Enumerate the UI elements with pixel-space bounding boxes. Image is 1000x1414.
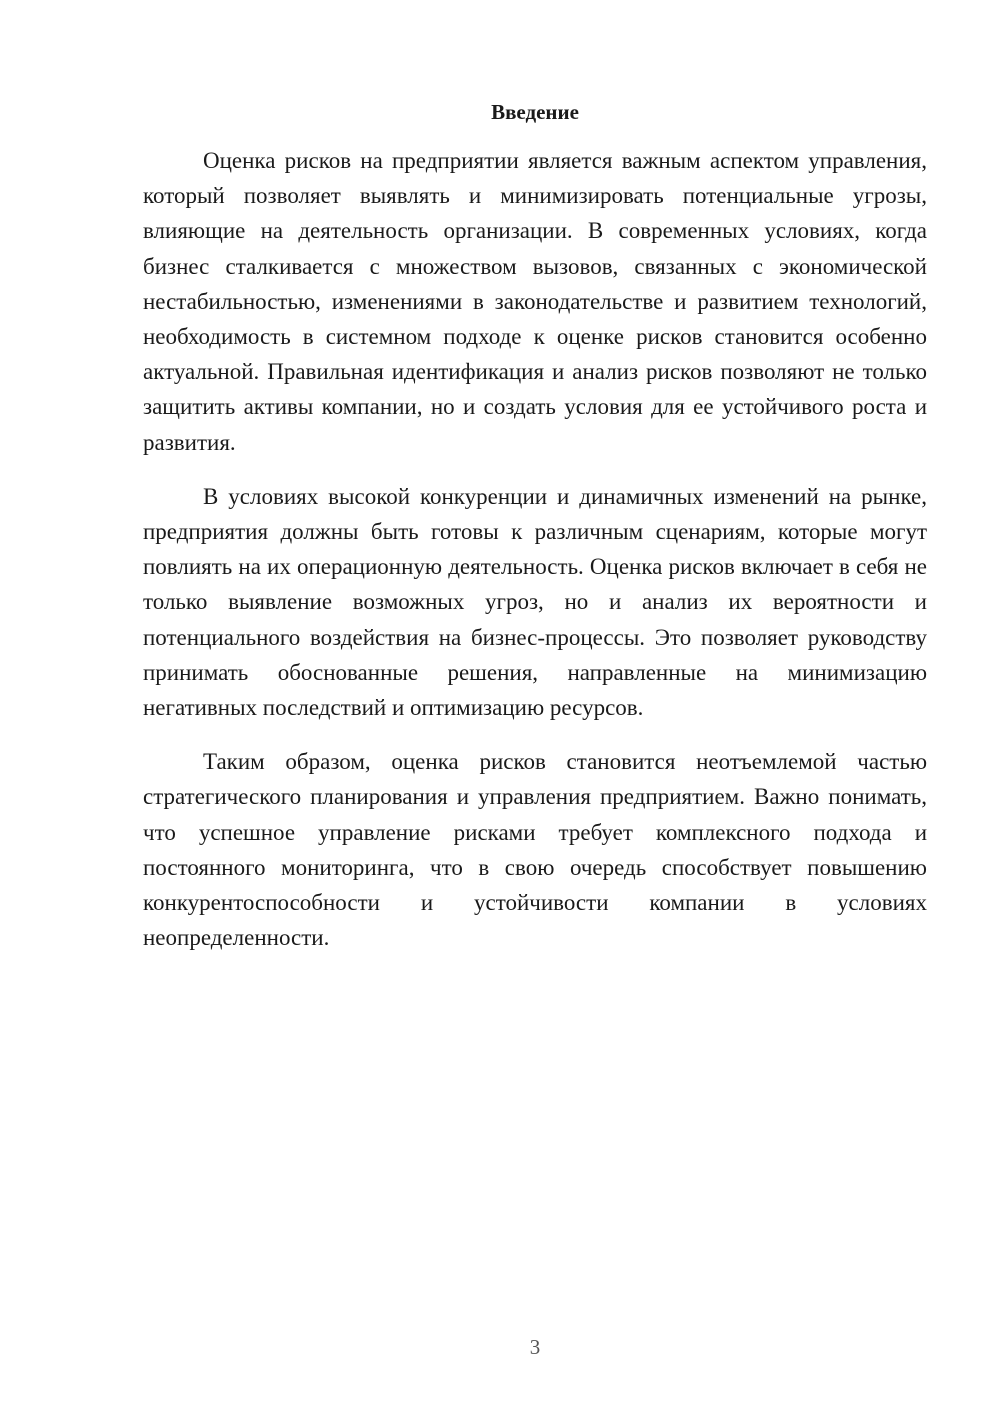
paragraph-2: В условиях высокой конкуренции и динамичных изменений на рынке, предприятия должны быть готовы к различным сценариям, которые могут повлиять на их операционную деятельность. Оценка рисков включает в себя не только выявление возможных угроз, но и анализ их вероятности и потенциального воздействия на бизнес-процессы. Это позволяет руководству принимать обоснованные решения, направленные на минимизацию негативных последствий и оптимизацию ресурсов. bbox=[143, 483, 927, 721]
paragraph-3: Таким образом, оценка рисков становится неотъемлемой частью стратегического планирования и управления предприятием. Важно понимать, что успешное управление рисками требует комплексного подхода и постоянного мониторинга, что в свою очередь способствует повышению конкурентоспособности и устойчивости компании в условиях неопределенности. bbox=[143, 749, 927, 951]
page-number: 3 bbox=[529, 1335, 541, 1359]
paragraph-1: Оценка рисков на предприятии является важным аспектом управления, который позволяет выявлять и минимизировать потенциальные угрозы, влияющие на деятельность организации. В современных условиях, когда бизнес сталкивается с множеством вызовов, связанных с экономической нестабильностью, изменениями в законодательстве и развитием технологий, необходимость в системном подходе к оценке рисков становится особенно актуальной. Правильная идентификация и анализ рисков позволяют не только защитить активы компании, но и создать условия для ее устойчивого роста и развития. bbox=[143, 148, 927, 455]
body-text bbox=[143, 143, 927, 955]
section-heading: Введение bbox=[491, 100, 579, 124]
